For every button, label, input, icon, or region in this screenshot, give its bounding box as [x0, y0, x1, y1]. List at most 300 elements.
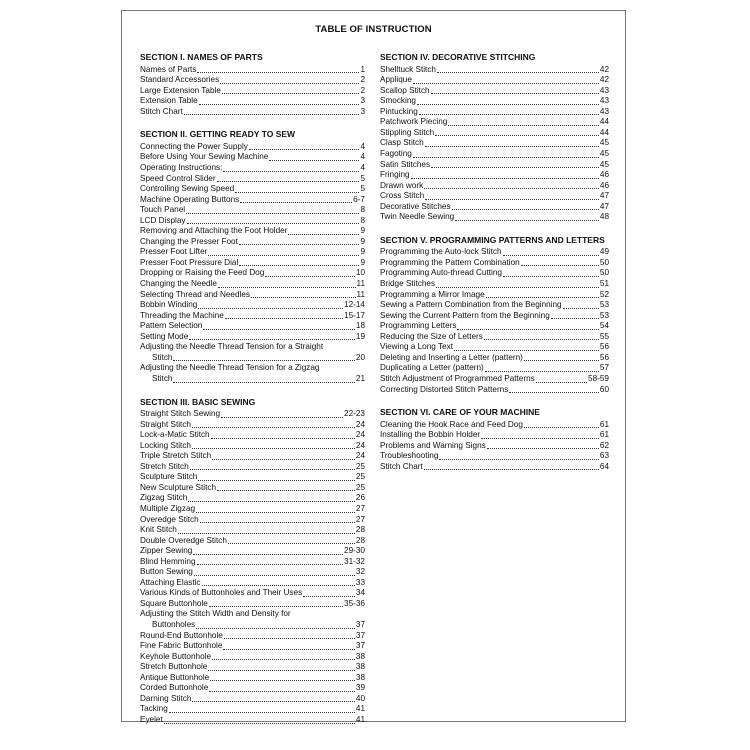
toc-entry — [380, 430, 609, 441]
dot-leader — [524, 427, 599, 428]
toc-page-number: 44 — [599, 127, 609, 137]
dot-leader — [223, 649, 355, 650]
toc-page-number: 35-36 — [344, 598, 365, 608]
toc-entry — [140, 483, 365, 494]
toc-page-number: 34 — [355, 588, 365, 598]
toc-page-number: 27 — [355, 504, 365, 514]
toc-entry-title: Stitch Chart — [140, 106, 183, 116]
dot-leader — [431, 93, 599, 94]
toc-entry — [380, 247, 609, 258]
dot-leader — [199, 104, 360, 105]
toc-entry-title: Stretch Buttonhole — [140, 662, 208, 672]
toc-page-number: 39 — [355, 683, 365, 693]
toc-page-number: 45 — [599, 159, 609, 169]
toc-entry-title: Before Using Your Sewing Machine — [140, 152, 269, 162]
dot-leader — [228, 543, 355, 544]
toc-page-number: 50 — [599, 268, 609, 278]
toc-entry-title: Connecting the Power Supply — [140, 141, 248, 151]
toc-page-number: 56 — [599, 342, 609, 352]
toc-page-number: 53 — [599, 300, 609, 310]
toc-page-number: 6-7 — [353, 194, 365, 204]
toc-entry — [380, 191, 609, 202]
toc-page-number: 53 — [599, 310, 609, 320]
dot-leader — [240, 202, 352, 203]
toc-entry-title: Controlling Sewing Speed — [140, 184, 235, 194]
section-title: SECTION I. NAMES OF PARTS — [140, 52, 263, 62]
dot-leader — [485, 371, 599, 372]
toc-entry — [140, 107, 365, 118]
toc-page-number: 41 — [355, 704, 365, 714]
toc-page-number: 48 — [599, 212, 609, 222]
toc-entry — [380, 332, 609, 343]
toc-page-number: 22-23 — [344, 409, 365, 419]
toc-page-number: 58-59 — [588, 373, 609, 383]
toc-entry — [380, 65, 609, 76]
dot-leader — [212, 459, 355, 460]
dot-leader — [439, 459, 598, 460]
toc-page-number: 61 — [599, 419, 609, 429]
toc-entry-title: Deleting and Inserting a Letter (pattern) — [380, 352, 523, 362]
toc-page-number: 18 — [355, 321, 365, 331]
dot-leader — [209, 691, 355, 692]
toc-entry-continuation: Buttonholes — [152, 620, 196, 630]
toc-page-number: 55 — [599, 331, 609, 341]
toc-page-number: 61 — [599, 430, 609, 440]
toc-page-number: 1 — [360, 64, 365, 74]
toc-entry — [140, 599, 365, 610]
toc-entry-title: Knit Stitch — [140, 525, 177, 535]
toc-page-number: 56 — [599, 352, 609, 362]
toc-entry-title: Standard Accessories — [140, 75, 220, 85]
toc-entry — [140, 430, 365, 441]
toc-entry — [380, 300, 609, 311]
toc-entry-title: Pattern Selection — [140, 321, 203, 331]
toc-entry — [140, 152, 365, 163]
toc-page-number: 62 — [599, 440, 609, 450]
toc-page-number: 9 — [360, 236, 365, 246]
toc-page-number: 2 — [360, 75, 365, 85]
dot-leader — [202, 585, 355, 586]
toc-entry — [140, 441, 365, 452]
toc-page-number: 10 — [355, 268, 365, 278]
toc-entry-title: Adjusting the Needle Thread Tension for a Zigzag — [140, 363, 320, 373]
dot-leader — [452, 209, 599, 210]
toc-page-number: 2 — [360, 85, 365, 95]
toc-entry-title: Keyhole Buttonhole — [140, 651, 212, 661]
toc-page-number: 42 — [599, 64, 609, 74]
toc-page-number: 54 — [599, 321, 609, 331]
toc-page-number: 24 — [355, 430, 365, 440]
dot-leader — [190, 469, 355, 470]
toc-section — [380, 407, 609, 472]
dot-leader — [194, 575, 355, 576]
section-title: SECTION VI. CARE OF YOUR MACHINE — [380, 407, 540, 418]
toc-entry-title: Programming Auto-thread Cutting — [380, 268, 502, 278]
dot-leader — [208, 255, 359, 256]
dot-leader — [424, 469, 599, 470]
toc-entry — [140, 567, 365, 578]
dot-leader — [189, 339, 355, 340]
dot-leader — [164, 723, 355, 724]
dot-leader — [503, 276, 599, 277]
toc-entry-title: Double Overedge Stitch — [140, 535, 227, 545]
toc-entry-title: Various Kinds of Buttonholes and Their Uses — [140, 588, 303, 598]
toc-page-number: 4 — [360, 141, 365, 151]
dot-leader — [197, 72, 359, 73]
toc-entry-title: Threading the Machine — [140, 310, 224, 320]
document-title: TABLE OF INSTRUCTION — [315, 24, 432, 35]
toc-page-number: 37 — [355, 630, 365, 640]
dot-leader — [224, 638, 355, 639]
toc-page-number: 21 — [355, 373, 365, 383]
dot-leader — [192, 427, 355, 428]
toc-entry-title: Sewing a Pattern Combination from the Beginning — [380, 300, 562, 310]
toc-entry-continuation: Stitch — [152, 352, 173, 362]
dot-leader — [487, 448, 599, 449]
toc-entry — [380, 451, 609, 462]
toc-page-number: 47 — [599, 191, 609, 201]
toc-entry-title: Reducing the Size of Letters — [380, 331, 483, 341]
dot-leader — [437, 72, 599, 73]
toc-entry — [140, 374, 365, 385]
toc-entry — [140, 86, 365, 97]
toc-page-number: 37 — [355, 620, 365, 630]
toc-entry — [380, 462, 609, 473]
toc-page-number: 46 — [599, 180, 609, 190]
toc-page-number: 12-14 — [344, 300, 365, 310]
toc-entry — [140, 65, 365, 76]
toc-entry-title: Decorative Stitches — [380, 201, 451, 211]
toc-entry-title: Round-End Buttonhole — [140, 630, 223, 640]
toc-page-number: 26 — [355, 493, 365, 503]
toc-page-number: 3 — [360, 96, 365, 106]
dot-leader — [251, 297, 356, 298]
dot-leader — [457, 329, 598, 330]
toc-page-number: 60 — [599, 384, 609, 394]
dot-leader — [424, 188, 599, 189]
toc-entry-title: Stitch Chart — [380, 461, 423, 471]
toc-entry-title: Installing the Bobbin Holder — [380, 430, 481, 440]
toc-page-number: 49 — [599, 247, 609, 257]
toc-entry — [380, 268, 609, 279]
toc-entry-title: Speed Control Slider — [140, 173, 216, 183]
toc-entry-title: Setting Mode — [140, 331, 189, 341]
toc-page-number: 38 — [355, 651, 365, 661]
toc-page-number: 28 — [355, 525, 365, 535]
toc-entry — [140, 631, 365, 642]
toc-entry — [380, 212, 609, 223]
section-title: SECTION V. PROGRAMMING PATTERNS AND LETTERS — [380, 234, 605, 245]
dot-leader — [455, 220, 599, 221]
toc-entry — [380, 321, 609, 332]
toc-entry — [140, 195, 365, 206]
dot-leader — [509, 392, 599, 393]
toc-entry-title: Changing the Needle — [140, 279, 217, 289]
dot-leader — [249, 149, 360, 150]
toc-entry — [140, 142, 365, 153]
toc-entry-title: Selecting Thread and Needles — [140, 289, 250, 299]
toc-entry-title: Adjusting the Needle Thread Tension for a Straight — [140, 342, 324, 352]
dot-leader — [211, 438, 355, 439]
toc-page-number: 64 — [599, 461, 609, 471]
toc-page-number: 51 — [599, 279, 609, 289]
toc-entry — [140, 174, 365, 185]
dot-leader — [413, 83, 599, 84]
toc-entry — [140, 205, 365, 216]
toc-entry — [140, 578, 365, 589]
toc-entry-title: Programming the Pattern Combination — [380, 257, 520, 267]
toc-entry-title: Corded Buttonhole — [140, 683, 209, 693]
toc-entry — [140, 694, 365, 705]
toc-entry-title: Straight Stitch Sewing — [140, 409, 221, 419]
toc-entry — [140, 451, 365, 462]
toc-entry — [380, 86, 609, 97]
dot-leader — [200, 522, 355, 523]
dot-leader — [197, 564, 344, 565]
toc-entry — [140, 353, 365, 364]
toc-entry-title: Fagoting — [380, 148, 412, 158]
toc-entry — [140, 247, 365, 258]
toc-section — [140, 52, 365, 117]
toc-page-number: 25 — [355, 461, 365, 471]
dot-leader — [198, 480, 355, 481]
toc-entry — [380, 258, 609, 269]
toc-entry — [140, 557, 365, 568]
toc-entry-title: Sewing the Current Pattern from the Beginning — [380, 310, 550, 320]
toc-entry — [140, 96, 365, 107]
section-title: SECTION III. BASIC SEWING — [140, 396, 256, 407]
dot-leader — [425, 199, 599, 200]
toc-page-number: 9 — [360, 247, 365, 257]
toc-entry-title: Multiple Zigzag — [140, 504, 196, 514]
toc-page-number: 45 — [599, 148, 609, 158]
toc-entry-title: New Sculpture Stitch — [140, 482, 216, 492]
toc-entry — [140, 641, 365, 652]
toc-section — [380, 52, 609, 223]
toc-entry — [140, 409, 365, 420]
toc-page-number: 47 — [599, 201, 609, 211]
toc-entry-title: Fine Fabric Buttonhole — [140, 641, 223, 651]
toc-entry — [140, 321, 365, 332]
toc-page-number: 3 — [360, 106, 365, 116]
toc-entry-title: Zipper Sewing — [140, 546, 193, 556]
toc-page-number: 38 — [355, 662, 365, 672]
toc-entry-title: Machine Operating Buttons — [140, 194, 240, 204]
toc-entry-title: Pintucking — [380, 106, 418, 116]
toc-section — [380, 235, 609, 395]
toc-entry-title: Drawn work — [380, 180, 424, 190]
toc-entry — [140, 75, 365, 86]
dot-leader — [218, 287, 356, 288]
dot-leader — [454, 350, 599, 351]
toc-page-number: 41 — [355, 714, 365, 724]
toc-entry — [140, 237, 365, 248]
dot-leader — [173, 382, 354, 383]
toc-page-number: 19 — [355, 331, 365, 341]
toc-entry — [380, 107, 609, 118]
toc-entry — [380, 117, 609, 128]
toc-entry — [380, 149, 609, 160]
dot-leader — [551, 318, 599, 319]
dot-leader — [239, 265, 359, 266]
toc-entry-title: Clasp Stitch — [380, 138, 424, 148]
toc-entry-title: LCD Display — [140, 215, 186, 225]
toc-entry — [140, 683, 365, 694]
toc-entry-title: Darning Stitch — [140, 693, 192, 703]
toc-entry-title: Twin Needle Sewing — [380, 212, 455, 222]
dot-leader — [188, 501, 355, 502]
toc-entry-title: Presser Foot Pressure Dial — [140, 257, 239, 267]
toc-entry — [380, 290, 609, 301]
toc-entry — [140, 588, 365, 599]
toc-entry — [380, 420, 609, 431]
toc-page-number: 63 — [599, 451, 609, 461]
toc-entry — [140, 163, 365, 174]
toc-entry-title: Square Buttonhole — [140, 598, 208, 608]
toc-entry — [140, 311, 365, 322]
toc-page-number: 24 — [355, 440, 365, 450]
toc-entry — [140, 673, 365, 684]
dot-leader — [184, 114, 360, 115]
dot-leader — [220, 83, 359, 84]
toc-page-number: 11 — [356, 279, 365, 289]
toc-entry-title: Cross Stitch — [380, 191, 425, 201]
dot-leader — [303, 596, 355, 597]
toc-entry — [380, 138, 609, 149]
dot-leader — [536, 382, 587, 383]
toc-page-number: 5 — [360, 184, 365, 194]
toc-entry-continuation: Stitch — [152, 373, 173, 383]
toc-entry — [380, 441, 609, 452]
dot-leader — [212, 659, 355, 660]
toc-page-number: 44 — [599, 117, 609, 127]
toc-page-number: 25 — [355, 482, 365, 492]
toc-entry-title: Stretch Stitch — [140, 461, 189, 471]
toc-page-number: 8 — [360, 205, 365, 215]
toc-page-number: 43 — [599, 96, 609, 106]
toc-entry — [380, 160, 609, 171]
toc-page-number: 9 — [360, 257, 365, 267]
toc-entry-title: Triple Stretch Stitch — [140, 451, 212, 461]
toc-entry — [140, 525, 365, 536]
toc-entry-title: Fringing — [380, 170, 410, 180]
toc-entry-title: Stitch Adjustment of Programmed Patterns — [380, 373, 535, 383]
dot-leader — [196, 512, 355, 513]
toc-entry-title: Programming Letters — [380, 321, 457, 331]
toc-page-number: 37 — [355, 641, 365, 651]
toc-entry-title: Shelltuck Stitch — [380, 64, 436, 74]
dot-leader — [239, 244, 360, 245]
toc-section — [140, 129, 365, 384]
right-column — [380, 52, 609, 484]
toc-page-number: 32 — [355, 567, 365, 577]
dot-leader — [217, 181, 360, 182]
toc-entry-title: Patchwork Piecing — [380, 117, 448, 127]
dot-leader — [210, 680, 355, 681]
toc-entry — [140, 620, 365, 631]
toc-page-number: 20 — [355, 352, 365, 362]
toc-page-number: 43 — [599, 85, 609, 95]
dot-leader — [203, 329, 355, 330]
toc-entry-title: Locking Stitch — [140, 440, 191, 450]
toc-entry-title: Viewing a Long Text — [380, 342, 453, 352]
toc-entry-title: Zigzag Stitch — [140, 493, 188, 503]
toc-page-number: 24 — [355, 451, 365, 461]
toc-entry — [140, 515, 365, 526]
toc-page-number: 25 — [355, 472, 365, 482]
dot-leader — [288, 234, 359, 235]
toc-entry-title: Button Sewing — [140, 567, 193, 577]
toc-entry-title: Operating Instructions: — [140, 163, 223, 173]
section-title: SECTION IV. DECORATIVE STITCHING — [380, 52, 536, 62]
toc-entry-title: Problems and Warning Signs — [380, 440, 486, 450]
dot-leader — [411, 178, 599, 179]
toc-entry-title: Stippling Stitch — [380, 127, 435, 137]
toc-entry — [380, 353, 609, 364]
dot-leader — [196, 628, 355, 629]
toc-page-number: 38 — [355, 672, 365, 682]
dot-leader — [198, 308, 343, 309]
toc-page-number: 9 — [360, 226, 365, 236]
toc-entry — [380, 279, 609, 290]
toc-entry-title: Large Extension Table — [140, 85, 221, 95]
toc-entry-title: Antique Buttonhole — [140, 672, 210, 682]
toc-page-number: 15-17 — [344, 310, 365, 320]
toc-page-number: 31-32 — [344, 556, 365, 566]
dot-leader — [221, 417, 343, 418]
toc-entry — [380, 181, 609, 192]
dot-leader — [269, 160, 359, 161]
toc-entry — [380, 128, 609, 139]
dot-leader — [417, 104, 599, 105]
toc-entry-title: Changing the Presser Foot — [140, 236, 238, 246]
toc-entry-title: Scallop Stitch — [380, 85, 430, 95]
dot-leader — [209, 606, 343, 607]
toc-page-number: 45 — [599, 138, 609, 148]
toc-entry-title: Dropping or Raising the Feed Dog — [140, 268, 265, 278]
toc-entry-title: Overedge Stitch — [140, 514, 199, 524]
toc-entry — [380, 96, 609, 107]
toc-page-number: 43 — [599, 106, 609, 116]
toc-entry — [140, 536, 365, 547]
left-column — [140, 52, 365, 738]
dot-leader — [225, 318, 343, 319]
toc-entry — [380, 170, 609, 181]
dot-leader — [431, 167, 599, 168]
toc-entry — [380, 385, 609, 396]
toc-entry-title: Bobbin Winding — [140, 300, 198, 310]
toc-entry — [140, 704, 365, 715]
toc-entry-title: Bridge Stitches — [380, 279, 436, 289]
dot-leader — [425, 146, 599, 147]
toc-entry-title: Troubleshooting — [380, 451, 439, 461]
toc-entry-title: Sculpture Stitch — [140, 472, 198, 482]
dot-leader — [481, 438, 599, 439]
dot-leader — [486, 297, 599, 298]
toc-entry — [140, 268, 365, 279]
dot-leader — [222, 93, 360, 94]
toc-entry-title: Eyelet — [140, 714, 163, 724]
dot-leader — [524, 360, 599, 361]
toc-entry — [140, 504, 365, 515]
section-title: SECTION II. GETTING READY TO SEW — [140, 129, 296, 140]
toc-page-number: 42 — [599, 75, 609, 85]
toc-page-number: 4 — [360, 163, 365, 173]
toc-entry — [140, 462, 365, 473]
dot-leader — [436, 287, 599, 288]
dot-leader — [208, 670, 355, 671]
toc-entry-title: Names of Parts — [140, 64, 197, 74]
